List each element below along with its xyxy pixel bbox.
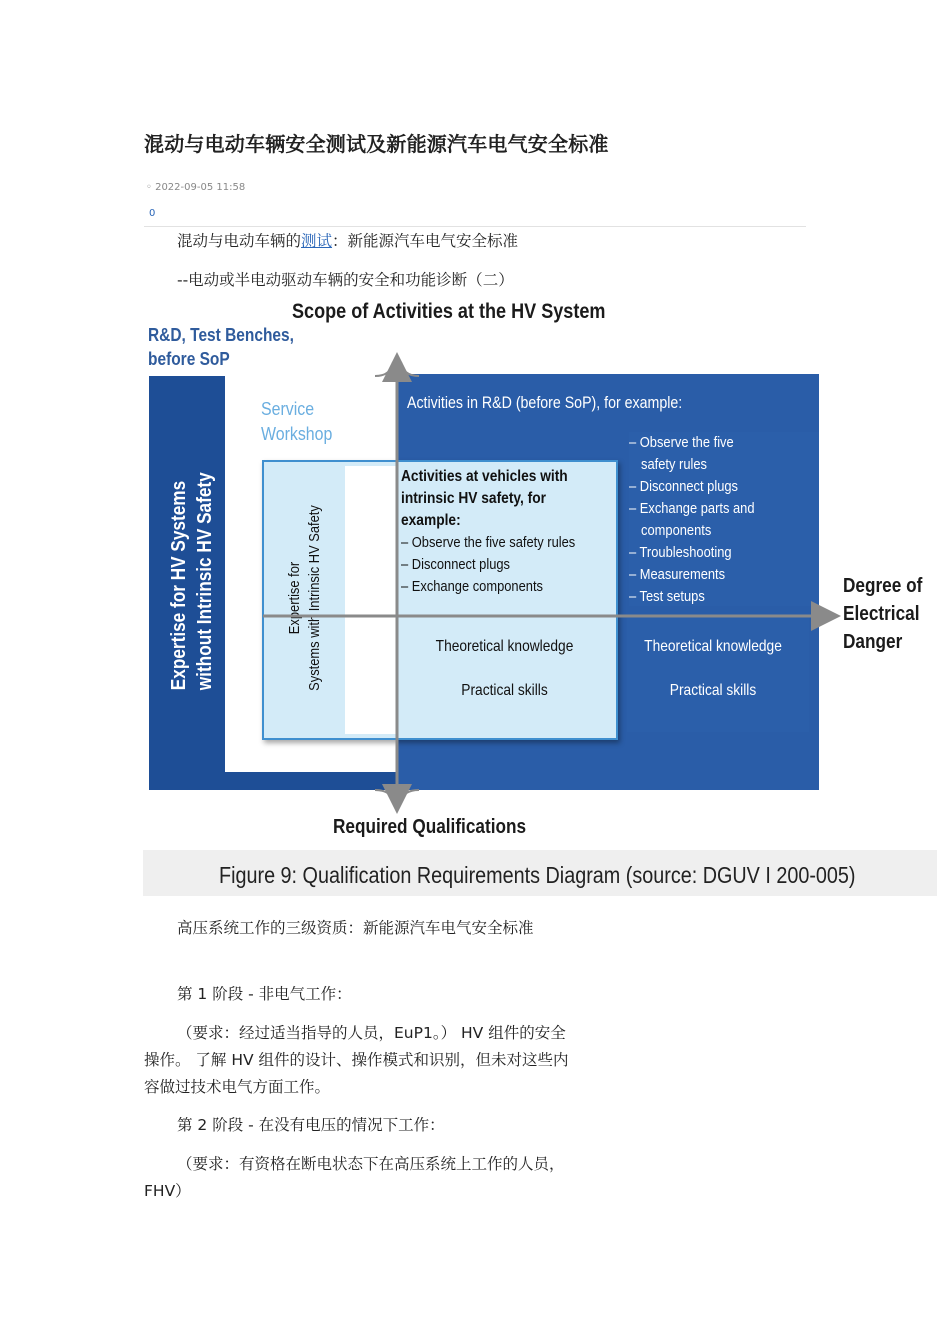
required-qualifications-label: Required Qualifications [333, 816, 527, 838]
rd-item: – Test setups [629, 588, 705, 605]
outer-expertise-line-1: Expertise for HV Systems [168, 480, 190, 691]
rd-item: safety rules [641, 456, 708, 473]
rd-label-line-1: R&D, Test Benches, [148, 325, 294, 345]
rd-item: – Disconnect plugs [629, 478, 739, 495]
paragraph-2: 第 1 阶段 - 非电气工作： [177, 985, 352, 1003]
rd-item: – Observe the five [629, 434, 734, 451]
article-subtitle: --电动或半电动驱动车辆的安全和功能诊断（二） [177, 271, 514, 289]
outer-expertise-line-2: without Intrinsic HV Safety [194, 472, 216, 691]
rd-item: – Troubleshooting [629, 544, 732, 561]
paragraph-3: （要求：经过适当指导的人员，EuP1。） HV 组件的安全操作。 了解 HV 组件的设计、操作模式和识别，但未对这些内容做过技术电气方面工作。 [144, 1024, 569, 1096]
rd-theoretical-knowledge: Theoretical knowledge [644, 638, 782, 655]
rd-item: components [641, 522, 712, 539]
degree-line-1: Degree of [843, 575, 923, 597]
intro-prefix: 混动与电动车辆的 [177, 232, 302, 250]
rd-item: – Measurements [629, 566, 726, 583]
inner-expertise-line-2: Systems with Intrinsic HV Safety [306, 505, 323, 691]
degree-line-2: Electrical [843, 603, 920, 625]
diagram-axes [143, 296, 943, 856]
rd-activities-label: Activities in R&D (before SoP), for example: [407, 394, 683, 412]
publish-date: ◦ 2022-09-05 11:58 [146, 182, 246, 193]
vehicle-item: – Exchange components [401, 578, 544, 595]
vehicle-activities-head-2: intrinsic HV safety, for [401, 490, 547, 507]
diagram-title: Scope of Activities at the HV System [292, 300, 606, 323]
inner-expertise-line-1: Expertise for [286, 561, 303, 635]
header-divider [144, 226, 806, 227]
service-line-2: Workshop [261, 423, 333, 444]
figure-caption: Figure 9: Qualification Requirements Diagram (source: DGUV I 200-005) [219, 862, 856, 888]
intrinsic-practical-skills: Practical skills [461, 682, 548, 699]
vehicle-item: – Observe the five safety rules [401, 534, 576, 551]
rd-item: – Exchange parts and [629, 500, 755, 517]
article-title: 混动与电动车辆安全测试及新能源汽车电气安全标准 [144, 132, 609, 156]
vehicle-item: – Disconnect plugs [401, 556, 511, 573]
bottom-curve-left [375, 790, 393, 802]
rd-practical-skills: Practical skills [669, 682, 757, 699]
intro-suffix: ：新能源汽车电气安全标准 [332, 232, 519, 250]
hv-qualification-diagram [143, 296, 943, 898]
paragraph-5: （要求：有资格在断电状态下在高压系统上工作的人员，FHV） [144, 1155, 565, 1200]
rd-label-line-2: before SoP [148, 349, 230, 369]
top-curve-right [401, 362, 419, 376]
top-curve-left [375, 362, 393, 376]
intrinsic-theoretical-knowledge: Theoretical knowledge [435, 638, 574, 655]
service-line-1: Service [261, 398, 315, 419]
vehicle-activities-head-1: Activities at vehicles with [401, 468, 568, 485]
degree-of-danger-label [843, 572, 922, 656]
vehicle-activities-head-3: example: [401, 512, 461, 529]
intro-paragraph [144, 228, 574, 255]
paragraph-4: 第 2 阶段 - 在没有电压的情况下工作： [177, 1116, 445, 1134]
paragraph-1: 高压系统工作的三级资质：新能源汽车电气安全标准 [177, 919, 534, 937]
view-count[interactable]: 0 [149, 208, 156, 219]
bottom-curve-right [401, 790, 419, 802]
test-link[interactable]: 测试 [301, 232, 333, 250]
degree-line-3: Danger [843, 631, 903, 653]
